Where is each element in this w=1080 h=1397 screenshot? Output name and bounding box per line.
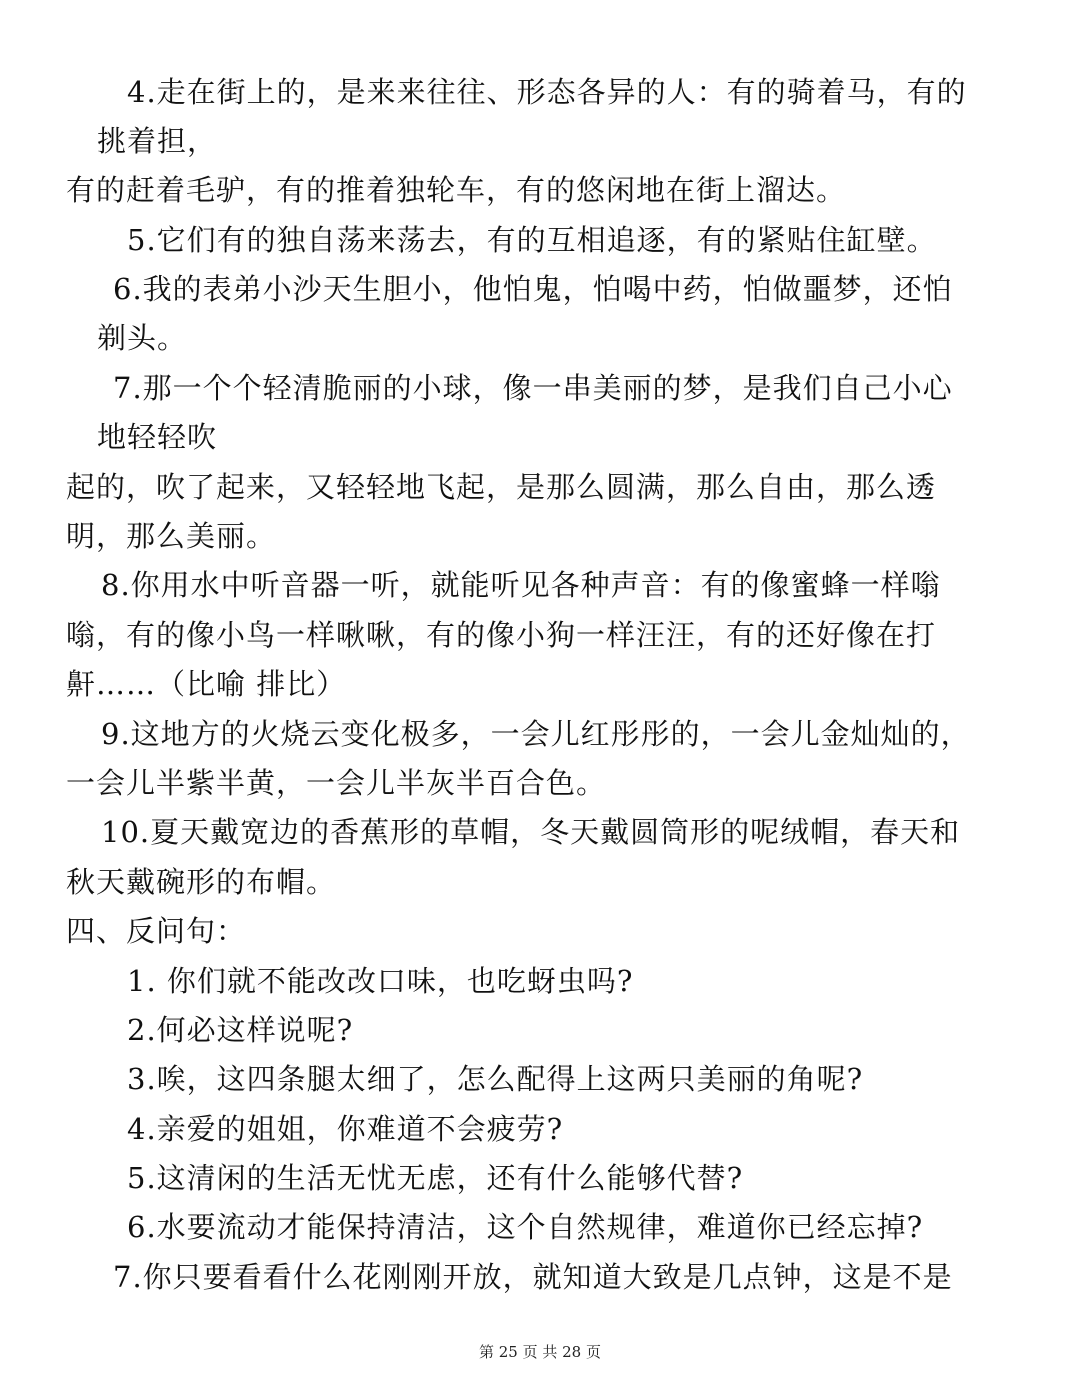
text-line: 5.这清闲的生活无忧无虑，还有什么能够代替?: [127, 1161, 744, 1195]
text-line: 地轻轻吹: [97, 420, 218, 454]
text-line: 7.你只要看看什么花刚刚开放，就知道大致是几点钟，这是不是: [113, 1260, 953, 1294]
text-line: 6.水要流动才能保持清洁，这个自然规律，难道你已经忘掉?: [127, 1210, 924, 1244]
text-line: 剃头。: [97, 321, 188, 355]
text-line: 2.何必这样说呢?: [127, 1013, 354, 1047]
text-line: 8.你用水中听音器一听，就能听见各种声音：有的像蜜蜂一样嗡: [101, 568, 941, 602]
text-line: 挑着担，: [97, 124, 218, 158]
text-line: 7.那一个个轻清脆丽的小球，像一串美丽的梦，是我们自己小心: [113, 371, 953, 405]
text-line: 起的，吹了起来，又轻轻地飞起，是那么圆满，那么自由，那么透: [66, 470, 937, 504]
text-line: 5.它们有的独自荡来荡去，有的互相追逐，有的紧贴住缸壁。: [127, 223, 937, 257]
text-line: 嗡，有的像小鸟一样啾啾，有的像小狗一样汪汪，有的还好像在打: [66, 618, 937, 652]
text-line: 一会儿半紫半黄，一会儿半灰半百合色。: [66, 766, 607, 800]
text-line: 有的赶着毛驴，有的推着独轮车，有的悠闲地在街上溜达。: [66, 173, 847, 207]
section-heading: 四、反问句：: [66, 914, 247, 948]
text-line: 4.亲爱的姐姐，你难道不会疲劳?: [127, 1112, 564, 1146]
text-line: 9.这地方的火烧云变化极多，一会儿红彤彤的，一会儿金灿灿的，: [101, 717, 971, 751]
page-footer: 第 25 页 共 28 页: [478, 1343, 601, 1361]
text-line: 1. 你们就不能改改口味，也吃蚜虫吗?: [127, 964, 634, 998]
text-line: 3.唉，这四条腿太细了，怎么配得上这两只美丽的角呢?: [127, 1062, 864, 1096]
text-line: 秋天戴碗形的布帽。: [66, 865, 337, 899]
text-line: 明，那么美丽。: [66, 519, 277, 553]
text-line: 4.走在街上的，是来来往往、形态各异的人：有的骑着马，有的: [127, 75, 967, 109]
text-line: 6.我的表弟小沙天生胆小，他怕鬼，怕喝中药，怕做噩梦，还怕: [113, 272, 953, 306]
text-line: 鼾……（比喻 排比）: [66, 667, 347, 701]
text-line: 10.夏天戴宽边的香蕉形的草帽，冬天戴圆筒形的呢绒帽，春天和: [101, 815, 961, 849]
